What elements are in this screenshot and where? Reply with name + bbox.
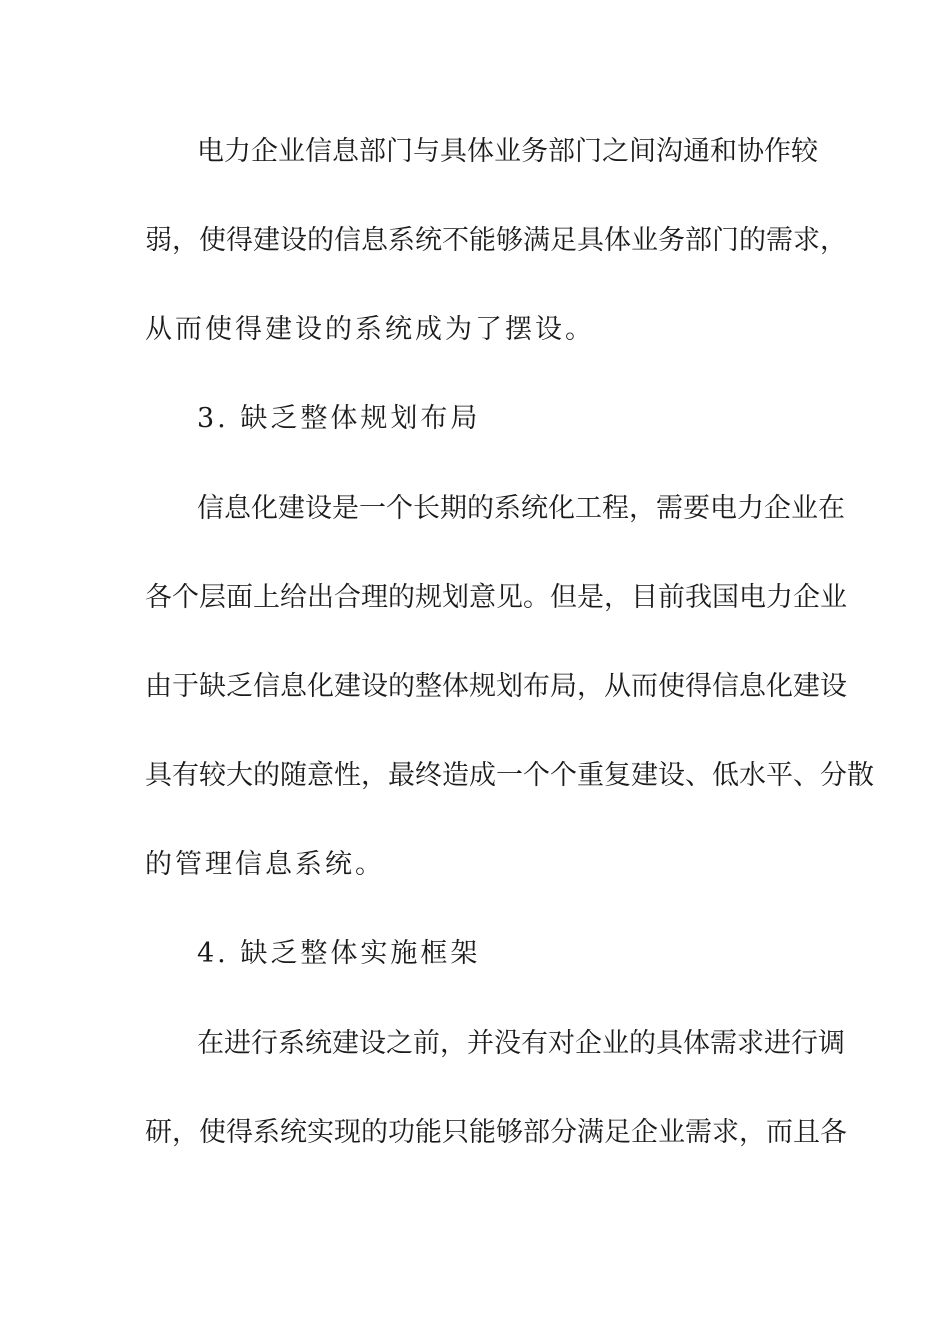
- paragraph-line: 在进行系统建设之前，并没有对企业的具体需求进行调: [197, 1028, 845, 1059]
- paragraph-line: 具有较大的随意性，最终造成一个个重复建设、低水平、分散: [145, 760, 874, 791]
- paragraph-line: 研，使得系统实现的功能只能够部分满足企业需求，而且各: [145, 1117, 847, 1148]
- paragraph-line: 电力企业信息部门与具体业务部门之间沟通和协作较: [197, 136, 818, 167]
- paragraph-line: 由于缺乏信息化建设的整体规划布局，从而使得信息化建设: [145, 671, 847, 702]
- paragraph-line: 弱，使得建设的信息系统不能够满足具体业务部门的需求，: [145, 225, 847, 256]
- section-heading: 3. 缺乏整体规划布局: [197, 403, 481, 434]
- paragraph-line: 的管理信息系统。: [145, 849, 385, 880]
- paragraph-line: 从而使得建设的系统成为了摆设。: [145, 314, 595, 345]
- paragraph-line: 信息化建设是一个长期的系统化工程，需要电力企业在: [197, 493, 845, 524]
- section-heading: 4. 缺乏整体实施框架: [197, 938, 481, 969]
- paragraph-line: 各个层面上给出合理的规划意见。但是，目前我国电力企业: [145, 582, 847, 613]
